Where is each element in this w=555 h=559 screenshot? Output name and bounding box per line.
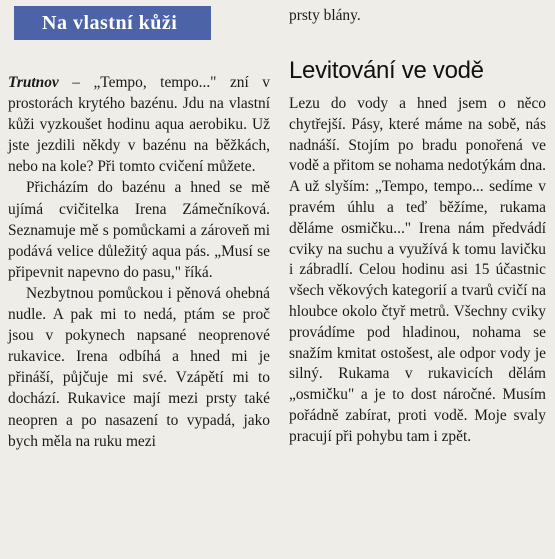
continuation-line: prsty blány.: [289, 7, 361, 24]
lead-paragraph: [8, 72, 270, 177]
body-paragraph: Lezu do vody a hned jsem o něco chytřejší. Pásy, které máme na sobě, nás nadnáší. Stojím po bradu ponořená ve vodě a přitom se nohama nedotýkám dna. A už slyším: „Tempo, tempo... sedíme v pravém úhlu a teď běžíme, rukama děláme osmičku..." Irena nám předvádí cviky na suchu a využívá k tomu lavičku i zábradlí. Celou hodinu asi 15 účastnic všech věkových kategorií a tvarů cvičí na hloubce okolo čtyř metrů. Všechny cviky provádíme pod hladinou, nohama se snažím kmitat ostošest, ale odpor vody je silný. Rukama v rukavicích dělám „osmičku" a je to dost náročné. Musím pořádně zabírat, proti vodě. Moje svaly pracují při pohybu tam i zpět.: [289, 95, 546, 445]
left-column: [8, 6, 270, 452]
section-tag: Na vlastní kůži: [14, 6, 211, 40]
right-article-body: [289, 94, 546, 448]
lead-text: – „Tempo, tempo..." zní v prostorách krytého bazénu. Jdu na vlastní kůži vyzkoušet hodinu aqua aerobiku. Už jste jezdili někdy v bazénu na běžkách, nebo na kole? Při tomto cvičení můžete.: [8, 74, 270, 176]
continued-text: [289, 6, 546, 26]
subheadline: Levitování ve vodě: [289, 57, 484, 84]
body-paragraph: Nezbytnou pomůckou i pěnová ohebná nudle. A pak mi to nedá, ptám se proč jsou v pokynech napsané neoprenové rukavice. Irena odbíhá a hned mi je přináší, půjčuje mi své. Vzápětí mi to dochází. Rukavice mají mezi prsty také neopren a po nasazení to vypadá, jako bych měla na ruku mezi: [8, 284, 270, 450]
right-column: [289, 6, 546, 448]
dateline: Trutnov: [8, 74, 59, 91]
left-article-body: [8, 72, 270, 452]
body-paragraph: Přicházím do bazénu a hned se mě ujímá cvičitelka Irena Zámečníková. Seznamuje mě s pomůckami a zároveň mi podává velice důležitý aqua pás. „Musí se připevnit napevno do pasu," říká.: [8, 179, 270, 281]
